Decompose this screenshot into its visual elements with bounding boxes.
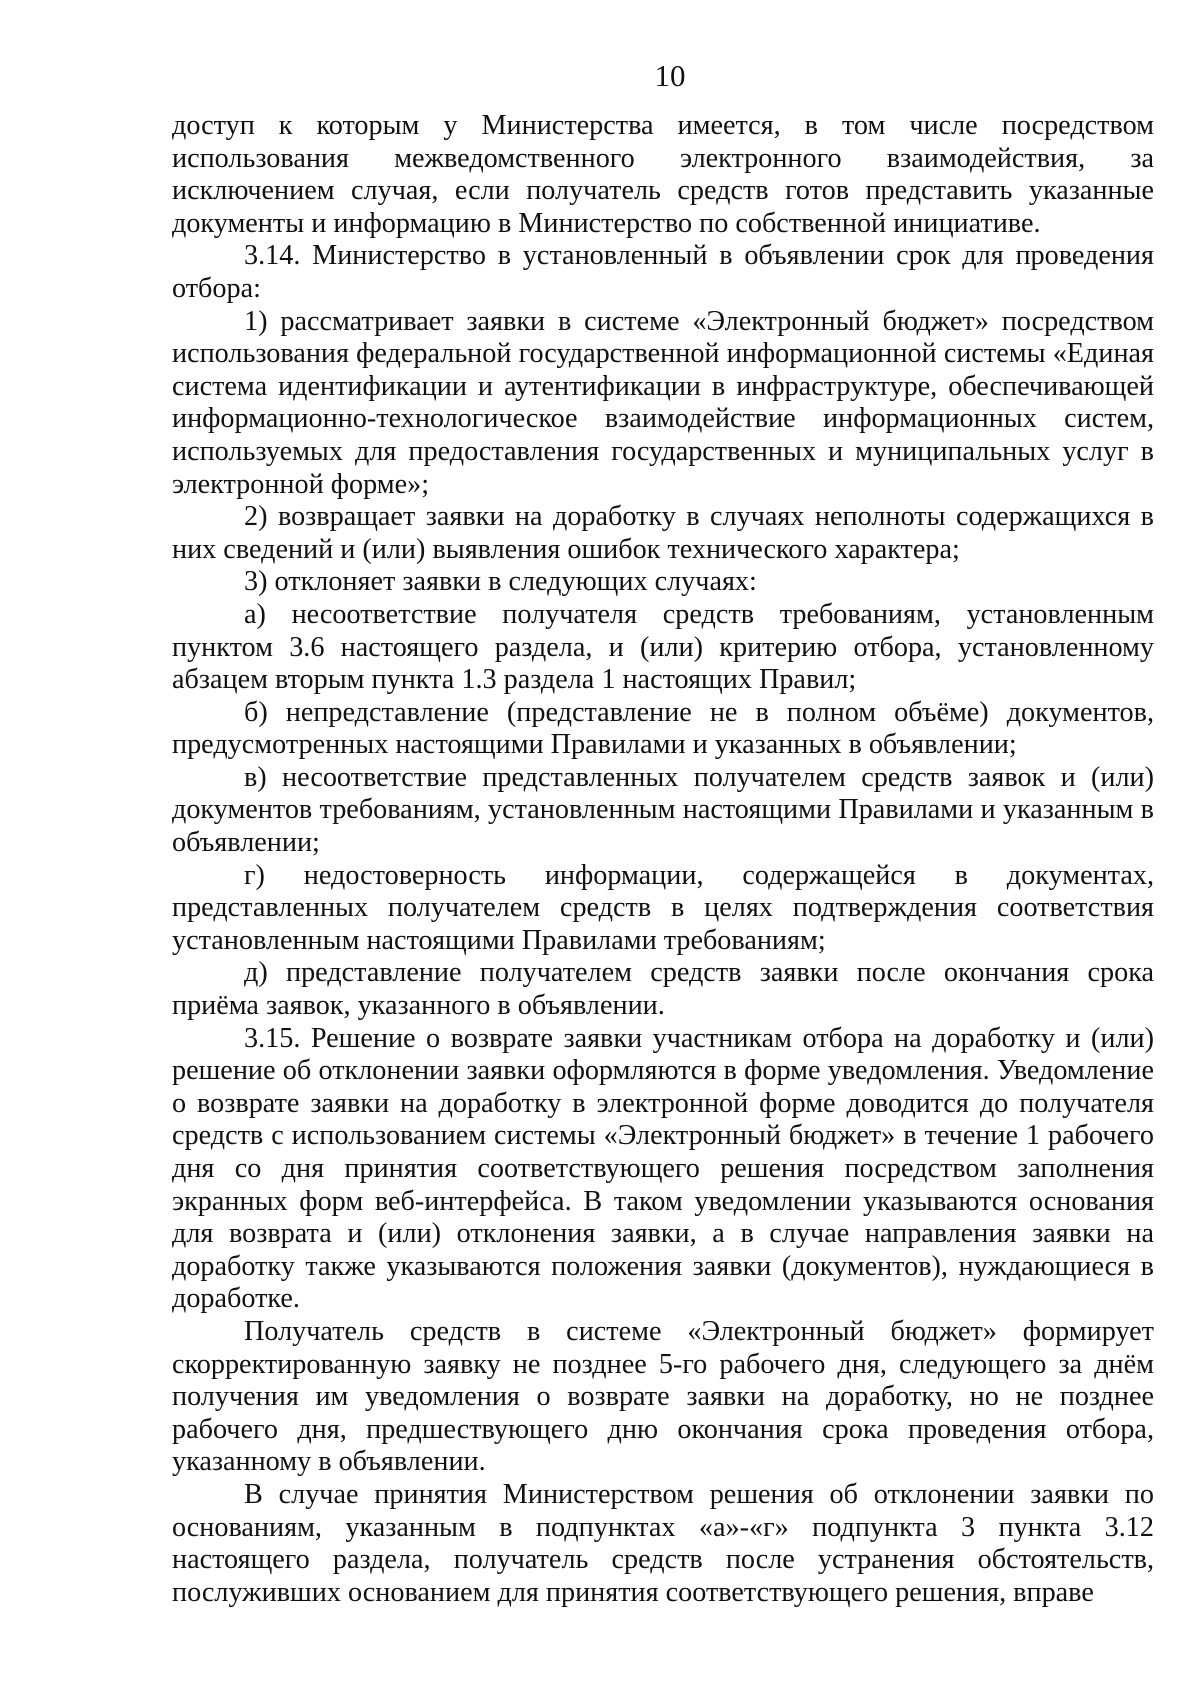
page-header [0,0,1200,100]
paragraph-corrected-application: Получатель средств в системе «Электронный бюджет» формирует скорректированную заявку не позднее 5-го рабочего дня, следующего за днём получения им уведомления о возврате заявки на доработку, но не позднее рабочего дня, предшествующего дню окончания срока проведения отбора, указанному в объявлении. [172,1315,1154,1478]
subitem-g: г) недостоверность информации, содержащейся в документах, представленных получателем средств в целях подтверждения соответствия установленным настоящими Правилами требованиям; [172,859,1154,956]
subitem-b: б) непредставление (представление не в полном объёме) документов, предусмотренных настоящими Правилами и указанных в объявлении; [172,696,1154,761]
list-item-3: 3) отклоняет заявки в следующих случаях: [244,566,757,598]
paragraph-continuation: доступ к которым у Министерства имеется, в том числе посредством использования межведомственного электронного взаимодействия, за исключением случая, если получатель средств готов представить указанные документы и информацию в Министерство по собственной инициативе. [172,110,1154,239]
paragraph-3-14: 3.14. Министерство в установленный в объявлении срок для проведения отбора: [172,240,1154,304]
document-body [172,110,1154,1609]
subitem-d: д) представление получателем средств заявки после окончания срока приёма заявок, указанного в объявлении. [172,957,1154,1022]
page-number: 10 [654,58,686,93]
subitem-v: в) несоответствие представленных получателем средств заявок и (или) документов требованиям, установленным настоящими Правилами и указанным в объявлении; [172,761,1154,859]
list-item-1: 1) рассматривает заявки в системе «Электронный бюджет» посредством использования федеральной государственной информационной системы «Единая система идентификации и аутентификации в инфраструктуре, обеспечивающей информационно-технологическое взаимодействие информационных систем, используемых для предоставления государственных и муниципальных услуг в электронной форме»; [172,305,1154,500]
paragraph-3-15: 3.15. Решение о возврате заявки участникам отбора на доработку и (или) решение об отклонении заявки оформляются в форме уведомления. Уведомление о возврате заявки на доработку в электронной форме доводится до получателя средств с использованием системы «Электронный бюджет» в течение 1 рабочего дня со дня принятия соответствующего решения посредством заполнения экранных форм веб-интерфейса. В таком уведомлении указываются основания для возврата и (или) отклонения заявки, а в случае направления заявки на доработку также указываются положения заявки (документов), нуждающиеся в доработке. [172,1022,1154,1315]
list-item-2: 2) возвращает заявки на доработку в случаях неполноты содержащихся в них сведений и (или) выявления ошибок технического характера; [172,501,1154,565]
paragraph-rejection-case: В случае принятия Министерством решения об отклонении заявки по основаниям, указанным в подпунктах «а»-«г» подпункта 3 пункта 3.12 настоящего раздела, получатель средств после устранения обстоятельств, послуживших основанием для принятия соответствующего решения, вправе [172,1478,1154,1608]
subitem-a: а) несоответствие получателя средств требованиям, установленным пунктом 3.6 настоящего раздела, и (или) критерию отбора, установленному абзацем вторым пункта 1.3 раздела 1 настоящих Правил; [172,598,1154,696]
